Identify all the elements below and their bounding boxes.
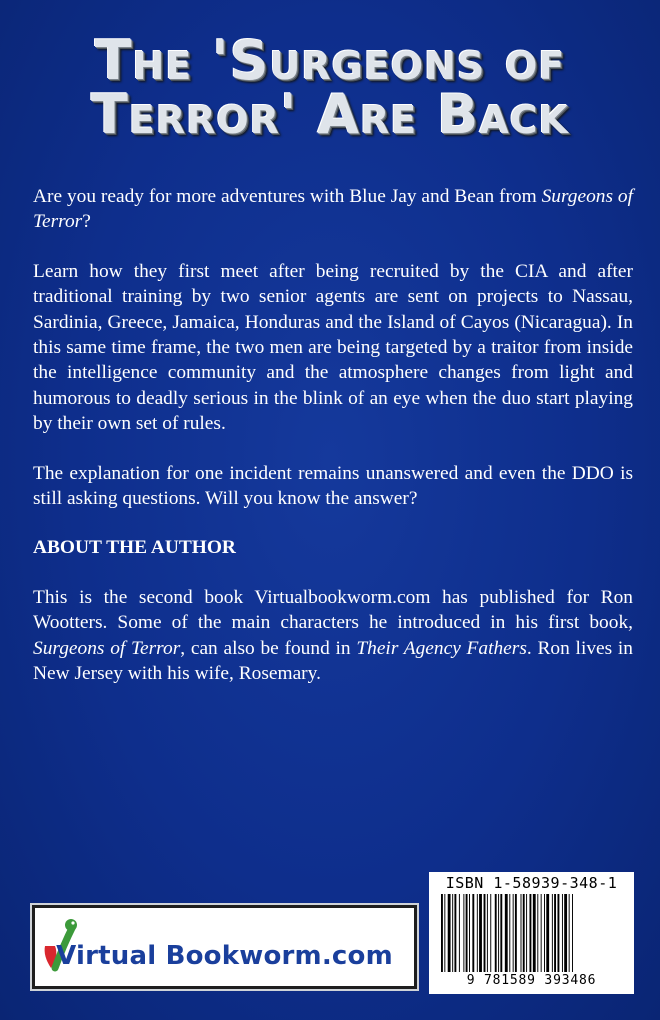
publisher-name: Virtual Bookworm.com	[56, 941, 393, 971]
cover-title	[0, 29, 660, 146]
author-heading: ABOUT THE AUTHOR	[33, 537, 236, 559]
author-bio	[33, 585, 633, 687]
intro-paragraph	[33, 184, 633, 235]
ean-number: 9 781589 393486	[466, 973, 597, 988]
back-cover-text	[33, 184, 633, 687]
author-bio-text-3: . Ron lives in New Jersey with his wife, Rosemary.	[33, 637, 634, 685]
author-bio-text-1: This is the second book Virtualbookworm.com has published for Ron Wootters. Some of the main characters he introduced in his first book,	[33, 586, 633, 634]
author-book-title-1: Surgeons of Terror	[33, 637, 181, 659]
title-line-1: The 'Surgeons of	[94, 29, 566, 92]
book-title-reference: Surgeons of Terror	[33, 186, 633, 233]
author-bio-text-2: , can also be found in	[180, 637, 357, 659]
isbn-barcode	[429, 872, 634, 994]
intro-text: Are you ready for more adventures with Blue Jay and Bean from	[33, 186, 542, 207]
publisher-logo	[32, 905, 417, 989]
intro-text-end: ?	[82, 211, 91, 233]
title-line-2: Terror' Are Back	[91, 83, 569, 146]
isbn-label: ISBN 1-58939-348-1	[445, 874, 618, 892]
barcode-bars	[441, 894, 621, 972]
synopsis-paragraph: Learn how they first meet after being recruited by the CIA and after traditional training by two senior agents are sent on projects to Nassau, Sardinia, Greece, Jamaica, Honduras and the Island of Cayos (Nicaragua). In this same time frame, the two men are being targeted by a traitor from inside the intelligence community and the atmosphere changes from light and humorous to deadly serious in the blink of an eye when the duo start playing by their own set of rules.	[33, 260, 633, 435]
author-book-title-2: Their Agency Fathers	[356, 637, 527, 659]
teaser-paragraph: The explanation for one incident remains unanswered and even the DDO is still asking questions. Will you know the answer?	[33, 462, 633, 510]
